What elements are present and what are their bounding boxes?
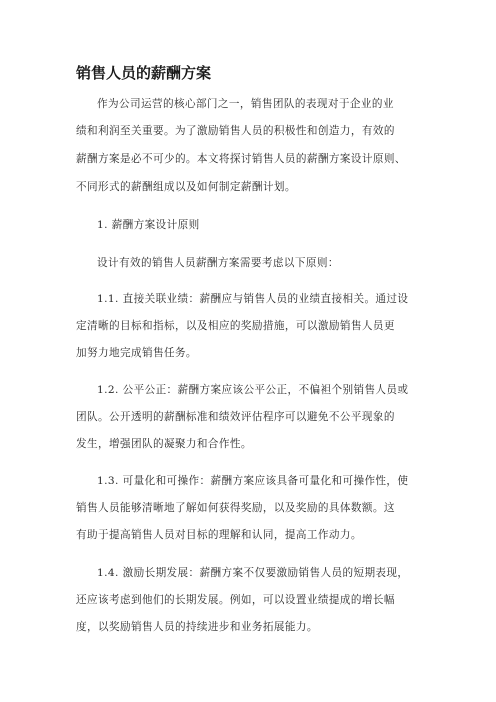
paragraph-line: 1.2. 公平公正：薪酬方案应该公平公正，不偏袒个别销售人员或: [97, 384, 409, 396]
paragraph-line: 度，以奖励销售人员的持续进步和业务拓展能力。: [76, 621, 318, 633]
paragraph-line: 1.4. 激励长期发展：薪酬方案不仅要激励销售人员的短期表现，: [97, 567, 409, 579]
paragraph-line: 还应该考虑到他们的长期发展。例如，可以设置业绩提成的增长幅: [76, 594, 395, 606]
paragraph-line: 定清晰的目标和指标，以及相应的奖励措施，可以激励销售人员更: [76, 320, 395, 332]
document-title: 销售人员的薪酬方案: [76, 64, 212, 82]
paragraph-line: 设计有效的销售人员薪酬方案需要考虑以下原则：: [97, 257, 339, 269]
paragraph-line: 1.1. 直接关联业绩：薪酬应与销售人员的业绩直接相关。通过设: [97, 293, 409, 305]
paragraph-line: 团队。公开透明的薪酬标准和绩效评估程序可以避免不公平现象的: [76, 411, 395, 423]
paragraph-line: 绩和利润至关重要。为了激励销售人员的积极性和创造力，有效的: [76, 125, 395, 137]
paragraph-line: 不同形式的薪酬组成以及如何制定薪酬计划。: [76, 181, 296, 193]
section-heading: 1. 薪酬方案设计原则: [97, 219, 200, 231]
paragraph-line: 薪酬方案是必不可少的。本文将探讨销售人员的薪酬方案设计原则、: [76, 153, 406, 165]
paragraph-line: 发生，增强团队的凝聚力和合作性。: [76, 438, 252, 450]
paragraph-line: 作为公司运营的核心部门之一，销售团队的表现对于企业的业: [97, 98, 394, 110]
paragraph-line: 有助于提高销售人员对目标的理解和认同，提高工作动力。: [76, 529, 362, 541]
paragraph-line: 加努力地完成销售任务。: [76, 347, 197, 359]
paragraph-line: 销售人员能够清晰地了解如何获得奖励，以及奖励的具体数额。这: [76, 502, 395, 514]
paragraph-line: 1.3. 可量化和可操作：薪酬方案应该具备可量化和可操作性，使: [97, 475, 409, 487]
